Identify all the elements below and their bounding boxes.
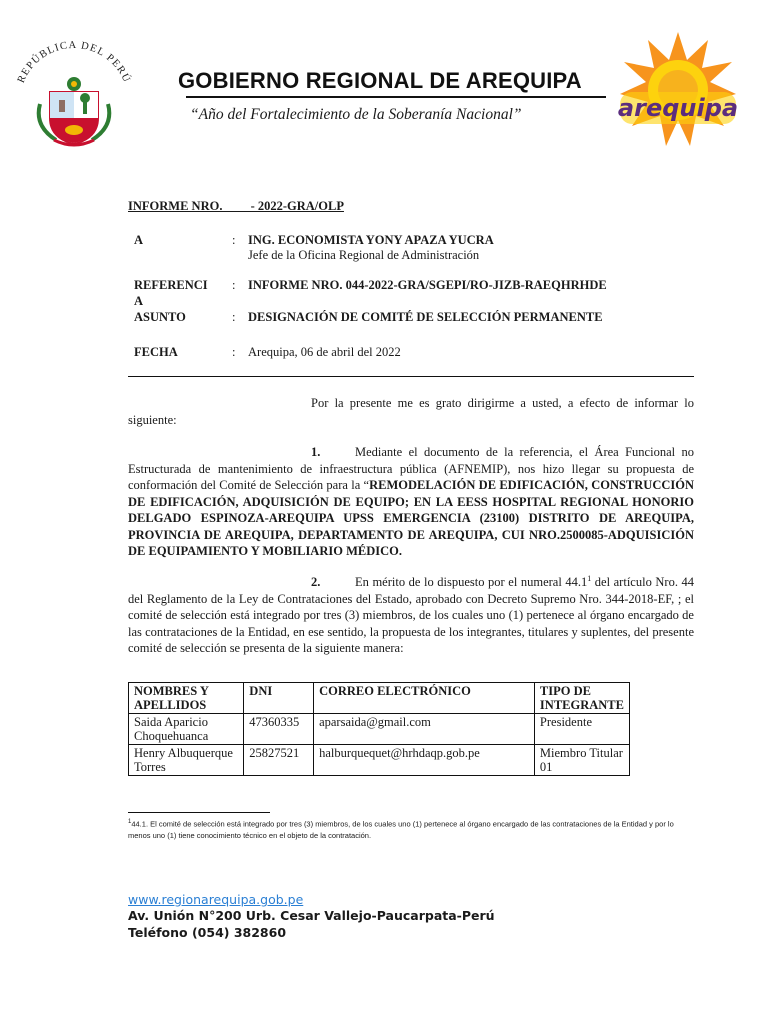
- paragraph-2-text-b: del artículo Nro. 44 del Reglamento de la Ley de Contrataciones del Estado, aprobado con Decreto Supremo Nro. 344-2018-EF, ; el comité de selección está integrado por tres (3) miembros, de los cuales uno (1) pertenece al órgano encargado de las contrataciones de la Entidad, en ese sentido, la propuesta de los integrantes, titulares y suplentes, del presente comité de selección se presenta de la siguiente manera:: [128, 575, 694, 656]
- field-label-asunto: ASUNTO: [134, 310, 186, 324]
- field-value-asunto: DESIGNACIÓN DE COMITÉ DE SELECCIÓN PERMANENTE: [248, 310, 603, 324]
- footer-phone: Teléfono (054) 382860: [128, 925, 287, 940]
- field-label-a: A: [134, 233, 144, 247]
- paragraph-1-text: Mediante el documento de la referencia, el Área Funcional no Estructurada de mantenimiento de infraestructura pública (AFNEMIP), nos hizo llegar su propuesta de conformación del Comité de Selección para la “: [128, 445, 694, 492]
- cell-email: aparsaida@gmail.com: [314, 714, 535, 745]
- column-header-names: NOMBRES Y APELLIDOS: [129, 683, 244, 714]
- field-colon: :: [232, 345, 236, 359]
- footnote-text: 44.1. El comité de selección está integrado por tres (3) miembros, de los cuales uno (1) pertenece al órgano encargado de las contrataciones de la Entidad y por lo menos uno (1) tiene conocimiento técnico en el objeto de la contratación.: [128, 819, 674, 840]
- cell-dni: 47360335: [244, 714, 314, 745]
- government-title: GOBIERNO REGIONAL DE AREQUIPA: [178, 68, 582, 93]
- column-header-email: CORREO ELECTRÓNICO: [314, 683, 535, 714]
- informe-number: INFORME NRO. ____- 2022-GRA/OLP: [128, 199, 344, 213]
- table-row: [129, 745, 630, 776]
- logo-wordmark: arequipa: [617, 94, 739, 122]
- paragraph-2-text-a: En mérito de lo dispuesto por el numeral 44.1: [355, 575, 588, 590]
- table-header-row: [129, 683, 630, 714]
- paragraph-1: [128, 444, 694, 560]
- cell-name: Saida Aparicio Choquehuanca: [129, 714, 244, 745]
- field-label-fecha: FECHA: [134, 345, 178, 359]
- cell-member-type: Presidente: [534, 714, 629, 745]
- cell-member-type: Miembro Titular 01: [534, 745, 629, 776]
- header-separator: [128, 376, 694, 377]
- year-motto: “Año del Fortalecimiento de la Soberanía Nacional”: [190, 106, 522, 123]
- intro-paragraph: [128, 395, 694, 428]
- table-row: [129, 714, 630, 745]
- field-value-referencia: INFORME NRO. 044-2022-GRA/SGEPI/RO-JIZB-RAEQHRHDE: [248, 278, 607, 292]
- cell-dni: 25827521: [244, 745, 314, 776]
- cell-name: Henry Albuquerque Torres: [129, 745, 244, 776]
- column-header-dni: DNI: [244, 683, 314, 714]
- field-value-recipient-title: Jefe de la Oficina Regional de Administración: [248, 248, 480, 262]
- footnote-reference: 1: [587, 574, 592, 583]
- field-colon: :: [232, 233, 236, 247]
- paragraph-2-number: 2.: [311, 575, 321, 590]
- paragraph-2: [128, 571, 694, 657]
- footer-address: Av. Unión N°200 Urb. Cesar Vallejo-Paucarpata-Perú: [128, 908, 495, 923]
- field-label-referencia: REFERENCI: [134, 278, 208, 292]
- committee-members-table: [128, 682, 630, 776]
- coat-arc-text: REPÚBLICA DEL PERÚ: [15, 40, 133, 85]
- website-link[interactable]: www.regionarequipa.gob.pe: [128, 892, 304, 907]
- footnote-mark: 1: [128, 819, 132, 825]
- field-value-recipient: ING. ECONOMISTA YONY APAZA YUCRA: [248, 233, 494, 247]
- field-colon: :: [232, 278, 236, 292]
- arequipa-sun-logo: [614, 30, 742, 152]
- paragraph-1-number: 1.: [311, 445, 321, 459]
- paragraph-1-bold-title: REMODELACIÓN DE EDIFICACIÓN, CONSTRUCCIÓN DE EDIFICACIÓN, ADQUISICIÓN DE EQUIPO; EN LA EESS HOSPITAL REGIONAL HONORIO DELGADO ESPINOZA-AREQUIPA UPSS EMERGENCIA (23100) DISTRITO DE AREQUIPA, PROVINCIA DE AREQUIPA, DEPARTAMENTO DE AREQUIPA, CUI NRO.2500085-ADQUISICIÓN DE EQUIPAMIENTO Y MOBILIARIO MÉDICO.: [128, 478, 694, 558]
- intro-text: Por la presente me es grato dirigirme a usted, a efecto de informar lo siguiente:: [128, 396, 694, 427]
- footnote-separator: [128, 812, 270, 813]
- field-colon: :: [232, 310, 236, 324]
- field-value-fecha: Arequipa, 06 de abril del 2022: [248, 345, 401, 359]
- coat-of-arms-seal: [8, 40, 140, 150]
- footnote: [128, 817, 694, 841]
- field-label-referencia-wrap: A: [134, 294, 144, 308]
- cell-email: halburquequet@hrhdaqp.gob.pe: [314, 745, 535, 776]
- column-header-member-type: TIPO DE INTEGRANTE: [534, 683, 629, 714]
- title-underline: [186, 96, 606, 98]
